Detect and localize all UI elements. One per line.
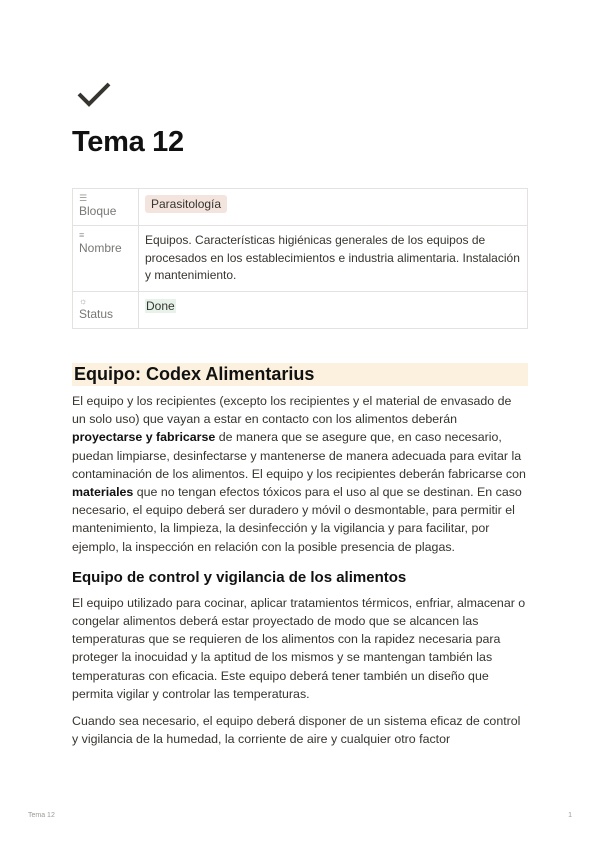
status-icon: ☼ — [79, 295, 88, 306]
property-row-bloque — [73, 189, 528, 226]
text-icon: ≡ — [79, 230, 85, 240]
bold-text: materiales — [72, 485, 134, 500]
paragraph: El equipo y los recipientes (excepto los recipientes y el material de envasado de un solo uso) que vayan a estar en contacto con los alimentos deberán proyectarse y fabricarse de manera que se asegure que, en caso necesario, puedan limpiarse, desinfectarse y mantenerse de manera adecuada para evitar la contaminación de los alimentos. El equipo y los recipientes deberán fabricarse con materiales que no tengan efectos tóxicos para el uso al que se destinan. En caso necesario, el equipo deberá ser duradero y móvil o desmontable, para permitir el mantenimiento, la limpieza, la desinfección y la vigilancia y para facilitar, por ejemplo, la inspección en relación con la posible presencia de plagas. — [72, 394, 526, 554]
property-value-cell[interactable] — [139, 291, 528, 328]
subsection-heading: Equipo de control y vigilancia de los alimentos — [72, 568, 407, 586]
page-content — [72, 363, 528, 748]
list-icon: ☰ — [79, 193, 88, 203]
paragraph: El equipo utilizado para cocinar, aplicar tratamientos térmicos, enfriar, almacenar o congelar alimentos deberá estar proyectado de modo que se alcancen las temperaturas que se requieren de los alimentos con la rapidez necesaria para proteger la inocuidad y la aptitud de los mismos y se mantengan también las temperaturas con eficacia. Este equipo deberá tener también un diseño que permita vigilar y controlar las temperaturas. — [72, 595, 526, 701]
properties-table — [72, 188, 528, 329]
property-value-cell[interactable]: Equipos. Características higiénicas generales de los equipos de procesados en los establecimientos e industria alimentaria. Instalación y mantenimiento. — [139, 226, 528, 292]
property-key: Nombre — [79, 241, 122, 255]
property-key-cell — [73, 226, 139, 292]
checkmark-icon — [76, 80, 112, 110]
property-key: Bloque — [79, 204, 117, 218]
footer-page-number: 1 — [568, 812, 572, 819]
property-key-cell — [73, 189, 139, 226]
footer-doc-title: Tema 12 — [28, 812, 55, 819]
property-row-status — [73, 291, 528, 328]
status-badge[interactable]: Done — [146, 298, 175, 313]
property-row-nombre — [73, 226, 528, 292]
property-key-cell — [73, 291, 139, 328]
property-value-cell[interactable] — [139, 189, 528, 226]
paragraph: Cuando sea necesario, el equipo deberá disponer de un sistema eficaz de control y vigilancia de la humedad, la corriente de aire y cualquier otro factor — [72, 714, 521, 747]
page-title: Tema 12 — [72, 126, 184, 158]
section-heading: Equipo: Codex Alimentarius — [72, 363, 528, 386]
property-tag[interactable]: Parasitología — [145, 195, 227, 213]
bold-text: proyectarse y fabricarse — [72, 430, 216, 445]
property-key: Status — [79, 306, 114, 321]
